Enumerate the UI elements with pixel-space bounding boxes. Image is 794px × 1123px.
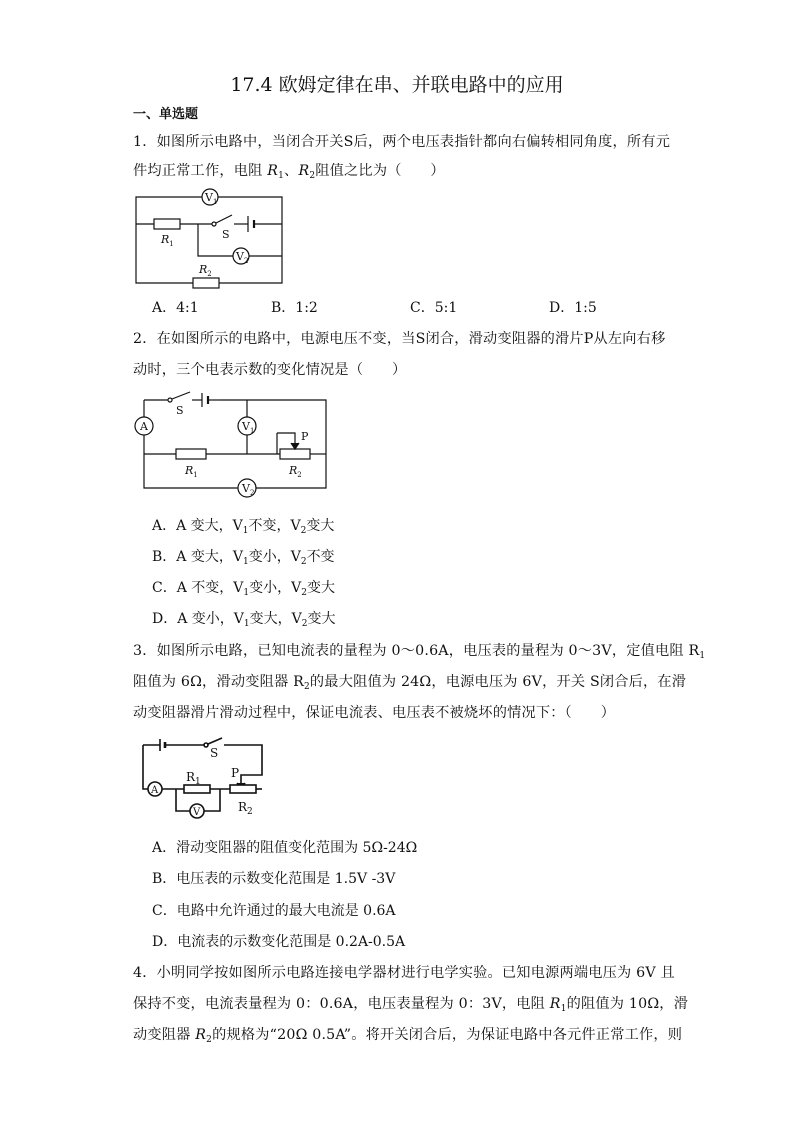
q2-a-label: A — [140, 420, 148, 433]
q1-circuit-diagram — [130, 185, 290, 287]
q2-resistor-r1 — [176, 449, 206, 459]
q3-rheostat-r2 — [230, 785, 256, 793]
q2-option-a-sub2: 2 — [300, 526, 307, 536]
q2-option-d-text1: D．A 变小，V — [152, 611, 244, 627]
q1-resistor-r2 — [193, 278, 219, 288]
q3-line-1 — [133, 640, 705, 660]
q1-switch-contact-1 — [212, 222, 216, 226]
q2-option-c-text2: 变小，V — [249, 580, 302, 596]
q2-p-label: P — [301, 430, 309, 443]
q1-r1-sub: 1 — [278, 171, 285, 181]
q2-option-b-text3: 不变 — [306, 549, 335, 565]
q1-line-2b: 阻值之比为（ ） — [315, 163, 445, 179]
q1-option-d[interactable]: D．1:5 — [549, 300, 597, 316]
q2-v2-label: $V_2$ — [242, 482, 255, 497]
q4-line-3b: 的规格为“20Ω 0.5A”。将开关闭合后，为保证电路中各元件正常工作，则 — [212, 1027, 683, 1043]
q2-option-c-sub2: 2 — [301, 588, 307, 598]
q4-line-3a: 动变阻器 — [133, 1027, 191, 1043]
q2-option-b[interactable] — [152, 546, 335, 566]
q3-line-1-sub: 1 — [699, 651, 706, 661]
q3-option-d[interactable]: D．电流表的示数变化范围是 0.2A-0.5A — [152, 934, 406, 950]
q2-option-a-text1: A．A 变大，V — [152, 518, 243, 534]
q3-option-b[interactable]: B．电压表的示数变化范围是 1.5V -3V — [152, 871, 396, 887]
q1-r1-symbol: R — [267, 163, 279, 179]
q2-option-c[interactable] — [152, 577, 335, 597]
q2-option-c-text1: C．A 不变，V — [152, 580, 244, 596]
q3-p-label: P — [231, 766, 240, 780]
q3-line-2-sub: 2 — [303, 682, 310, 692]
q2-option-c-sub1: 1 — [243, 588, 250, 598]
q1-resistor-r1 — [154, 219, 180, 229]
q2-line-2: 动时，三个电表示数的变化情况是（ ） — [133, 362, 407, 378]
q2-option-d-sub1: 1 — [243, 619, 250, 629]
q3-a-label: A — [151, 785, 159, 796]
q1-v2-label: $V_2$ — [236, 250, 249, 265]
q4-line-2b: 的阻值为 10Ω，滑 — [566, 996, 689, 1012]
q2-option-d-text2: 变大，V — [249, 611, 302, 627]
q1-line-1: 1．如图所示电路中，当闭合开关S后，两个电压表指针都向右偏转相同角度，所有元 — [133, 134, 671, 150]
q4-line-2a: 保持不变，电流表量程为 0：0.6A，电压表量程为 0：3V，电阻 — [133, 996, 546, 1012]
q1-r2-symbol: R — [298, 163, 310, 179]
q4-r2-symbol: R — [195, 1027, 207, 1043]
q2-option-a[interactable] — [152, 515, 334, 535]
q2-r1-label: $R_1$ — [185, 464, 198, 479]
q2-option-c-text3: 变大 — [306, 580, 335, 596]
q4-r2-sub: 2 — [206, 1035, 213, 1045]
q2-option-a-sub1: 1 — [242, 526, 249, 536]
q2-option-a-text3: 变大 — [306, 518, 335, 534]
q3-s-label: S — [210, 746, 219, 760]
q3-option-c[interactable]: C．电路中允许通过的最大电流是 0.6A — [152, 903, 396, 919]
q1-option-a[interactable]: A．4:1 — [152, 300, 199, 316]
q2-option-b-sub2: 2 — [300, 557, 307, 567]
q1-switch-s — [216, 215, 232, 223]
q4-r1-symbol: R — [549, 996, 561, 1012]
q3-line-1a: 3．如图所示电路，已知电流表的量程为 0～0.6A，电压表的量程为 0～3V，定值电阻 R — [133, 643, 700, 659]
q2-switch-contact — [168, 398, 172, 402]
q3-line-2 — [133, 671, 686, 691]
q2-option-d-sub2: 2 — [301, 619, 308, 629]
q3-r1-label: $R_1$ — [186, 770, 201, 787]
q1-r2-sub: 2 — [309, 171, 316, 181]
q2-option-d[interactable] — [152, 608, 336, 628]
q1-r2-label: $R_2$ — [199, 263, 212, 278]
q2-option-b-text1: B．A 变大，V — [152, 549, 243, 565]
q1-option-c[interactable]: C．5:1 — [410, 300, 458, 316]
q3-option-a[interactable]: A．滑动变阻器的阻值变化范围为 5Ω-24Ω — [152, 840, 418, 856]
q4-line-3 — [133, 1024, 682, 1044]
q1-v1-label: $V_1$ — [205, 191, 218, 206]
q4-r1-sub: 1 — [560, 1004, 567, 1014]
q2-option-d-text3: 变大 — [307, 611, 336, 627]
page-title: 17.4 欧姆定律在串、并联电路中的应用 — [230, 74, 564, 96]
q3-r2-label: $R_2$ — [238, 800, 253, 817]
q2-option-b-sub1: 1 — [242, 557, 249, 567]
q2-line-1: 2．在如图所示的电路中，电源电压不变，当S闭合，滑动变阻器的滑片P从左向右移 — [133, 331, 666, 347]
q2-s-label: S — [176, 404, 184, 417]
q3-line-2a: 阻值为 6Ω，滑动变阻器 R — [133, 674, 304, 690]
q3-line-2b: 的最大阻值为 24Ω，电源电压为 6V，开关 S闭合后，在滑 — [309, 674, 687, 690]
q2-option-b-text2: 变小，V — [248, 549, 301, 565]
q1-sep: 、 — [284, 163, 299, 179]
q3-circuit-diagram — [138, 737, 268, 822]
q2-switch-s — [172, 392, 190, 399]
q4-line-2 — [133, 993, 688, 1013]
q4-line-1: 4．小明同学按如图所示电路连接电学器材进行电学实验。已知电源两端电压为 6V 且 — [133, 965, 675, 981]
q1-option-b[interactable]: B．1:2 — [271, 300, 318, 316]
q2-circuit-diagram — [130, 388, 335, 500]
q2-rheostat-r2 — [280, 449, 310, 459]
q3-switch-s — [208, 738, 222, 744]
q2-r2-label: $R_2$ — [289, 464, 302, 479]
q2-wire-right — [220, 400, 326, 488]
q1-s-label: S — [222, 228, 230, 241]
q2-v1-label: $V_1$ — [242, 420, 255, 435]
q1-r1-label: $R_1$ — [161, 233, 174, 248]
q3-wire-right — [224, 745, 262, 787]
q1-line-2a: 件均正常工作，电阻 — [133, 163, 263, 179]
q3-line-3: 动变阻器滑片滑动过程中，保证电流表、电压表不被烧坏的情况下：（ ） — [133, 705, 616, 721]
q3-wire-left — [143, 745, 148, 789]
q3-v-label: V — [193, 807, 201, 818]
q2-option-a-text2: 不变，V — [248, 518, 301, 534]
q1-line-2 — [133, 160, 445, 180]
section-heading: 一、单选题 — [133, 107, 199, 122]
q2-slider-arrow — [291, 443, 299, 449]
q3-switch-contact — [204, 743, 208, 747]
